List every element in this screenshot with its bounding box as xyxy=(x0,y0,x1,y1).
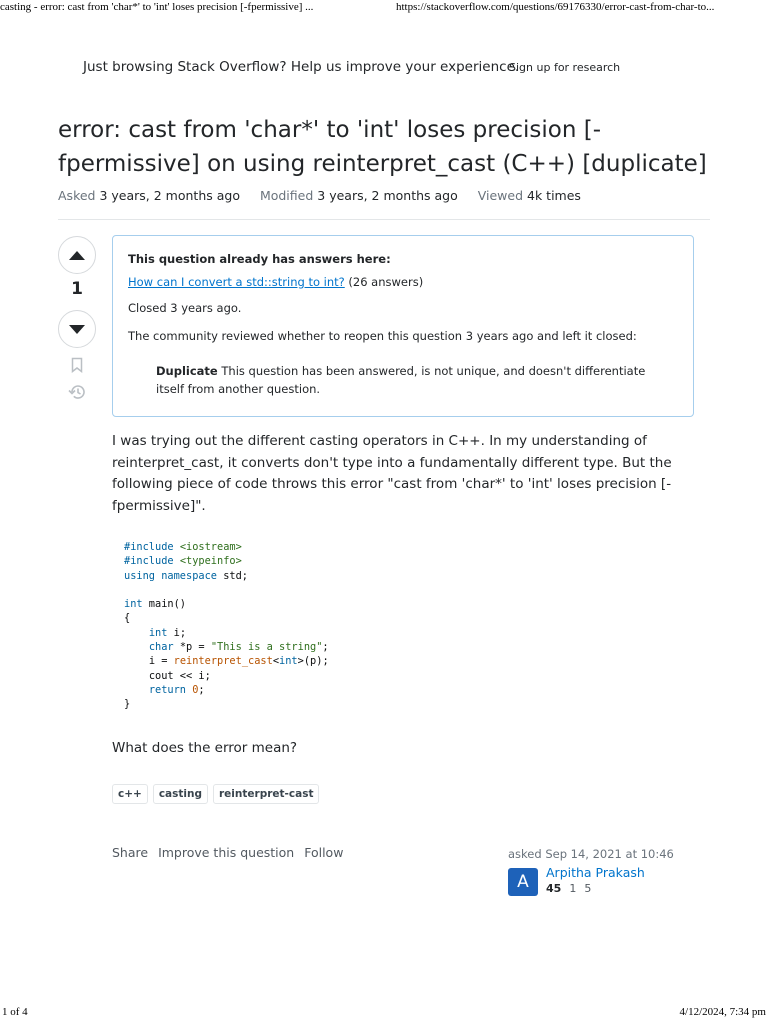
question-title[interactable]: error: cast from 'char*' to 'int' loses precision [-fpermissive] on using reinterpret_cast (C++) [duplicate] xyxy=(58,117,707,177)
print-datetime: 4/12/2024, 7:34 pm xyxy=(679,1006,766,1018)
asked-label: Asked xyxy=(58,188,96,203)
print-header xyxy=(0,1,768,17)
question-follow-up: What does the error mean? xyxy=(112,740,298,756)
duplicate-description: This question has been answered, is not unique, and doesn't differentiate itself from another question. xyxy=(156,364,646,396)
follow-link[interactable]: Follow xyxy=(304,845,344,860)
improve-question-link[interactable]: Improve this question xyxy=(158,845,295,860)
bookmark-icon[interactable] xyxy=(71,357,83,377)
answer-count: (26 answers) xyxy=(348,275,424,289)
viewed-label: Viewed xyxy=(477,188,524,203)
tag-casting[interactable]: casting xyxy=(153,784,208,804)
history-icon[interactable] xyxy=(68,383,87,405)
review-text: The community reviewed whether to reopen this question 3 years ago and left it closed: xyxy=(128,329,637,343)
question-body: I was trying out the different casting operators in C++. In my understanding of reinterpret_cast, it converts don't type into a fundamentally different type. But the following piece of code throws this error "cast from 'char*' to 'int' loses precision [-fpermissive]". xyxy=(112,433,672,514)
duplicate-label: Duplicate xyxy=(156,364,218,378)
reputation-score: 45 xyxy=(546,882,562,895)
post-actions xyxy=(112,845,349,860)
duplicate-reason xyxy=(156,362,666,398)
print-page-title: casting - error: cast from 'char*' to 'int' loses precision [-fpermissive] ... xyxy=(0,1,314,13)
avatar[interactable]: A xyxy=(508,868,538,896)
duplicate-notice xyxy=(112,235,694,417)
notice-duplicate-item xyxy=(128,275,423,289)
banner-text: Just browsing Stack Overflow? Help us improve your experience. xyxy=(83,59,520,75)
print-url: https://stackoverflow.com/questions/69176330/error-cast-from-char-to... xyxy=(396,1,715,13)
sign-up-research-link[interactable]: Sign up for research xyxy=(509,61,621,74)
print-footer xyxy=(0,1006,768,1022)
arrow-up-icon xyxy=(69,251,85,260)
modified-label: Modified xyxy=(259,188,314,203)
silver-badges: 1 xyxy=(569,882,577,895)
user-name-link[interactable]: Arpitha Prakash xyxy=(546,865,645,880)
duplicate-question-link[interactable]: How can I convert a std::string to int? xyxy=(128,275,345,289)
question-meta xyxy=(58,188,581,203)
viewed-value: 4k times xyxy=(527,188,581,203)
divider xyxy=(58,219,710,220)
closed-text: Closed 3 years ago. xyxy=(128,301,242,315)
arrow-down-icon xyxy=(69,325,85,334)
modified-value[interactable]: 3 years, 2 months ago xyxy=(317,188,458,203)
print-page-number: 1 of 4 xyxy=(2,1006,28,1018)
owner-card xyxy=(508,847,708,895)
vote-count: 1 xyxy=(71,279,83,299)
bronze-badges: 5 xyxy=(584,882,592,895)
share-link[interactable]: Share xyxy=(112,845,149,860)
upvote-button[interactable] xyxy=(58,236,96,274)
research-banner xyxy=(83,59,621,75)
user-reputation xyxy=(546,882,591,895)
tag-cpp[interactable]: c++ xyxy=(112,784,148,804)
asked-timestamp: asked Sep 14, 2021 at 10:46 xyxy=(508,847,674,861)
code-block: #include <iostream> #include <typeinfo> using namespace std; int main() { int i; char *p = "This is a string"; i = reinterpret_cast<int>(p); cout << i; return 0; } xyxy=(124,541,329,711)
notice-heading: This question already has answers here: xyxy=(128,252,391,266)
tag-reinterpret-cast[interactable]: reinterpret-cast xyxy=(213,784,319,804)
asked-value: 3 years, 2 months ago xyxy=(99,188,240,203)
tag-list xyxy=(112,784,319,804)
downvote-button[interactable] xyxy=(58,310,96,348)
